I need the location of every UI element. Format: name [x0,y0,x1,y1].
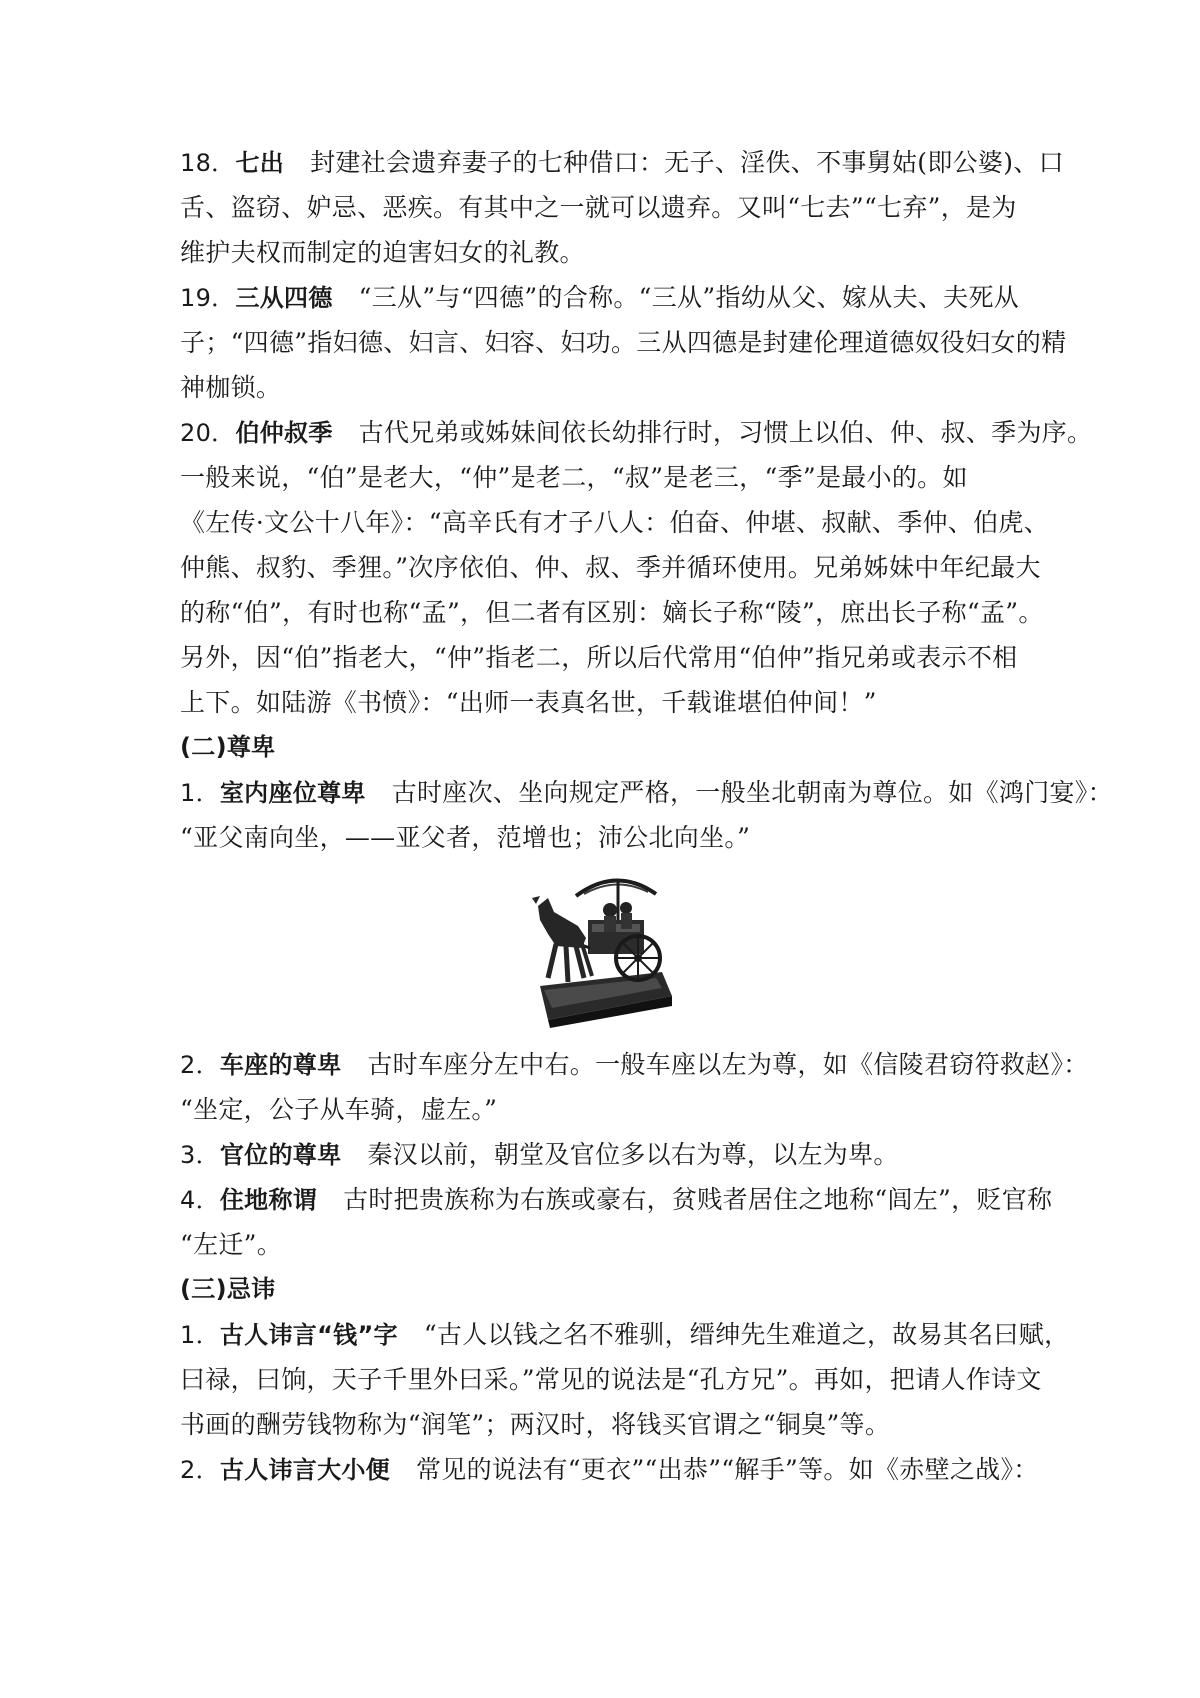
entry-number: 18． [180,149,236,177]
zunbei-entry-4 [180,1177,1053,1267]
jihui-entry-1-line-1 [180,1312,1070,1357]
jihui-entry-1-line-2: 曰禄，曰饷，天子千里外曰采。”常见的说法是“孔方兄”。再如，把请人作诗文 [180,1365,1042,1394]
entry-term: 伯仲叔季 [235,419,333,447]
entry-text: 古时把贵族称为右族或豪右，贫贱者居住之地称“闾左”，贬官称 [343,1185,1053,1214]
entry-20 [180,410,1093,725]
entry-18-line-3: 维护夫权而制定的迫害妇女的礼教。 [180,238,585,267]
entry-20-line-7: 上下。如陆游《书愤》：“出师一表真名世，千载谁堪伯仲间！” [180,688,877,717]
zunbei-entry-3-line-1 [180,1132,1030,1177]
jihui-entry-1-line-3: 书画的酬劳钱物称为“润笔”；两汉时，将钱买官谓之“铜臭”等。 [180,1410,891,1439]
entry-term: 七出 [235,149,285,177]
entry-18-line-1 [180,140,1064,185]
zunbei-entry-1 [180,770,1113,860]
entry-number: 1． [180,1321,220,1349]
section-heading-zunbei: (二)尊卑 [180,733,276,761]
entry-19-line-1 [180,275,1030,320]
entry-20-line-3: 《左传·文公十八年》：“高辛氏有才子八人：伯奋、仲堪、叔献、季仲、伯虎、 [180,508,1050,537]
entry-term: 官位的尊卑 [219,1141,342,1169]
jihui-entry-2 [180,1447,1039,1492]
document-page [180,140,1113,1492]
entry-term: 古人讳言大小便 [219,1456,390,1484]
entry-text: 古时座次、坐向规定严格，一般坐北朝南为尊位。如《鸿门宴》： [391,778,1113,807]
entry-text: 常见的说法有“更衣”“出恭”“解手”等。如《赤壁之战》： [415,1455,1039,1484]
entry-text: 秦汉以前，朝堂及官位多以右为尊，以左为卑。 [367,1140,899,1169]
entry-number: 1． [180,779,220,807]
entry-term: 住地称谓 [219,1186,318,1214]
entry-text: “三从”与“四德”的合称。“三从”指幼从父、嫁从夫、夫死从 [358,283,1020,312]
entry-number: 20． [180,419,236,447]
entry-number: 3． [180,1141,220,1169]
entry-20-line-5: 的称“伯”，有时也称“孟”，但二者有区别：嫡长子称“陵”，庶出长子称“孟”。 [180,598,1044,627]
zunbei-entry-2 [180,1042,1089,1132]
entry-term: 车座的尊卑 [219,1051,342,1079]
entry-text: 封建社会遗弃妻子的七种借口：无子、淫佚、不事舅姑(即公婆)、口 [310,148,1064,177]
entry-20-line-4: 仲熊、叔豹、季狸。”次序依伯、仲、叔、季并循环使用。兄弟姊妹中年纪最大 [180,553,1041,582]
entry-number: 4． [180,1186,220,1214]
entry-18-line-2: 舌、盗窃、妒忌、恶疾。有其中之一就可以遗弃。又叫“七去”“七弃”，是为 [180,193,1017,222]
zunbei-entry-4-line-2: “左迁”。 [180,1230,283,1259]
entry-term: 古人讳言“钱”字 [219,1321,398,1349]
entry-number: 19． [180,284,236,312]
zunbei-entry-4-line-1 [180,1177,1053,1222]
zunbei-entry-3 [180,1132,1030,1177]
entry-20-line-1 [180,410,1093,455]
jihui-entry-1 [180,1312,1070,1447]
chariot-figure [180,868,1030,1038]
zunbei-entry-1-line-2: “亚父南向坐，——亚父者，范增也；沛公北向坐。” [180,823,751,852]
entry-number: 2． [180,1051,220,1079]
entry-20-line-2: 一般来说，“伯”是老大，“仲”是老二，“叔”是老三，“季”是最小的。如 [180,463,968,492]
entry-text: “古人以钱之名不雅驯，缙绅先生难道之，故易其名曰赋， [423,1320,1070,1349]
zunbei-entry-2-line-1 [180,1042,1089,1087]
entry-text: 古时车座分左中右。一般车座以左为尊，如《信陵君窃符救赵》： [367,1050,1089,1079]
entry-number: 2． [180,1456,220,1484]
zunbei-entry-1-line-1 [180,770,1113,815]
entry-text: 古代兄弟或姊妹间依长幼排行时，习惯上以伯、仲、叔、季为序。 [358,418,1093,447]
chariot-statue-icon [526,868,676,1028]
jihui-entry-2-line-1 [180,1447,1039,1492]
entry-19-line-3: 神枷锁。 [180,373,282,402]
zunbei-entry-2-line-2: “坐定，公子从车骑，虚左。” [180,1095,498,1124]
entry-term: 室内座位尊卑 [219,779,366,807]
entry-19 [180,275,1067,410]
section-heading-jihui: (三)忌讳 [180,1275,276,1303]
entry-18 [180,140,1064,275]
entry-19-line-2: 子；“四德”指妇德、妇言、妇容、妇功。三从四德是封建伦理道德奴役妇女的精 [180,328,1067,357]
entry-term: 三从四德 [235,284,333,312]
entry-20-line-6: 另外，因“伯”指老大，“仲”指老二，所以后代常用“伯仲”指兄弟或表示不相 [180,643,1018,672]
